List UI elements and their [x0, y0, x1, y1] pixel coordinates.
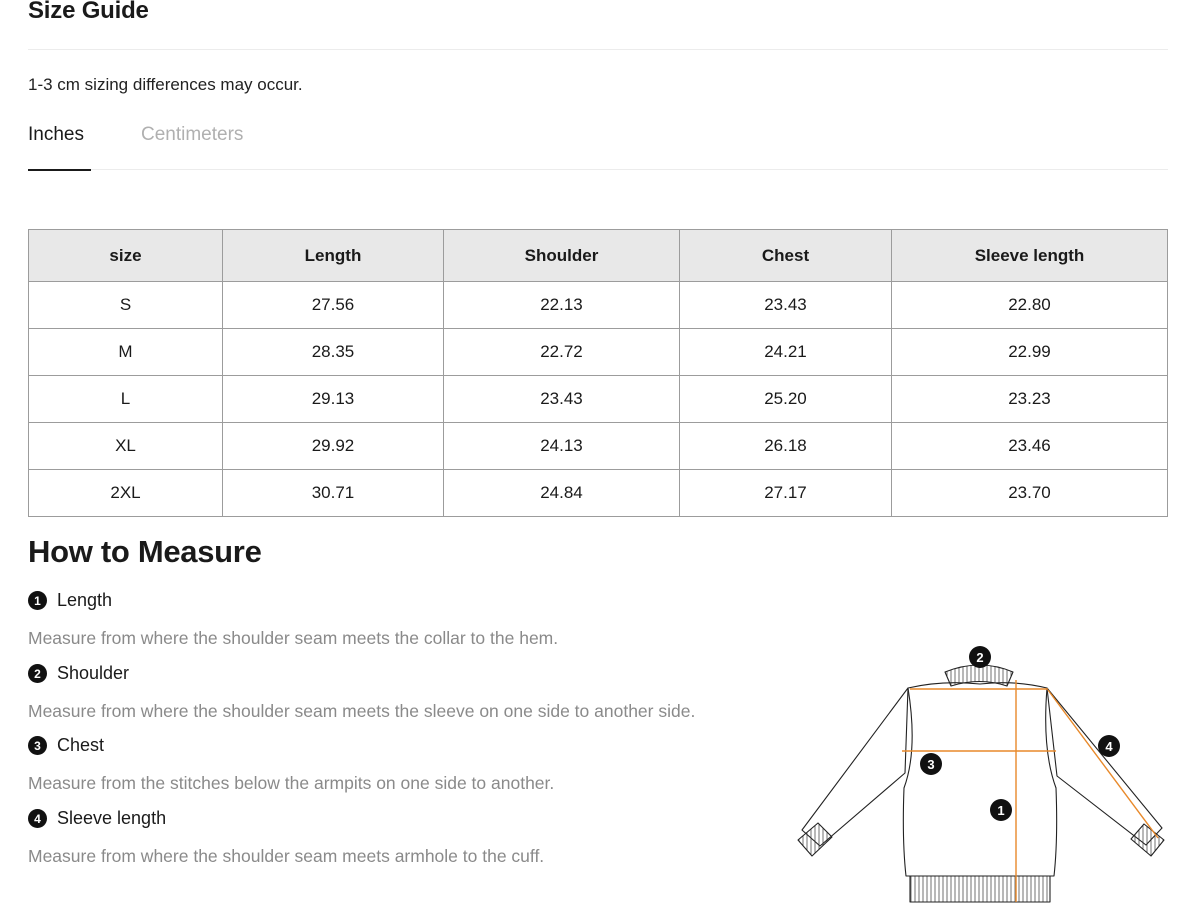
marker-3-icon [920, 753, 942, 775]
number-1-icon: 1 [28, 591, 47, 610]
measure-label: Shoulder [57, 663, 130, 683]
cell-shoulder: 23.43 [444, 376, 680, 423]
measure-label: Sleeve length [57, 808, 167, 828]
cell-size: M [29, 329, 223, 376]
divider [28, 49, 1168, 50]
cell-size: XL [29, 423, 223, 470]
cell-size: 2XL [29, 470, 223, 517]
unit-tabs [28, 124, 1168, 170]
svg-text:3: 3 [927, 757, 935, 772]
svg-text:2: 2 [976, 650, 984, 665]
page-title: Size Guide [28, 0, 149, 24]
col-header-sleeve-length: Sleeve length [892, 230, 1168, 282]
cell-length: 30.71 [223, 470, 444, 517]
cell-shoulder: 24.84 [444, 470, 680, 517]
measure-item-length [28, 590, 558, 649]
tab-inches[interactable]: Inches [28, 124, 91, 170]
measure-label: Chest [57, 735, 105, 755]
cell-shoulder: 22.13 [444, 282, 680, 329]
marker-1-icon [990, 799, 1012, 821]
table-row [29, 282, 1168, 329]
how-to-measure-title: How to Measure [28, 534, 262, 569]
measure-item-chest [28, 735, 554, 794]
cell-length: 28.35 [223, 329, 444, 376]
cell-shoulder: 22.72 [444, 329, 680, 376]
measure-description: Measure from where the shoulder seam meets armhole to the cuff. [28, 846, 545, 866]
table-row [29, 423, 1168, 470]
cell-chest: 25.20 [680, 376, 892, 423]
sizing-note: 1-3 cm sizing differences may occur. [28, 75, 303, 94]
size-table [28, 229, 1168, 517]
cell-sleeve-length: 23.70 [892, 470, 1168, 517]
cell-chest: 27.17 [680, 470, 892, 517]
number-2-icon: 2 [28, 664, 47, 683]
col-header-size: size [29, 230, 223, 282]
cell-length: 29.13 [223, 376, 444, 423]
table-header-row [29, 230, 1168, 282]
cell-sleeve-length: 23.23 [892, 376, 1168, 423]
measure-description: Measure from where the shoulder seam meets the collar to the hem. [28, 628, 559, 648]
marker-2-icon [969, 646, 991, 668]
col-header-chest: Chest [680, 230, 892, 282]
cell-sleeve-length: 22.99 [892, 329, 1168, 376]
marker-4-icon [1098, 735, 1120, 757]
cell-size: L [29, 376, 223, 423]
table-row [29, 470, 1168, 517]
measure-label: Length [57, 590, 113, 610]
table-row [29, 329, 1168, 376]
sweater-diagram [790, 640, 1175, 907]
tab-centimeters[interactable]: Centimeters [141, 124, 244, 145]
number-4-icon: 4 [28, 809, 47, 828]
table-row [29, 376, 1168, 423]
cell-length: 27.56 [223, 282, 444, 329]
col-header-length: Length [223, 230, 444, 282]
measure-description: Measure from the stitches below the armpits on one side to another. [28, 773, 555, 793]
svg-text:4: 4 [1105, 739, 1113, 754]
cell-size: S [29, 282, 223, 329]
cell-chest: 26.18 [680, 423, 892, 470]
cell-length: 29.92 [223, 423, 444, 470]
cell-chest: 23.43 [680, 282, 892, 329]
measure-item-sleeve-length [28, 808, 544, 867]
cell-shoulder: 24.13 [444, 423, 680, 470]
cell-chest: 24.21 [680, 329, 892, 376]
number-3-icon: 3 [28, 736, 47, 755]
svg-text:1: 1 [997, 803, 1005, 818]
measure-description: Measure from where the shoulder seam meets the sleeve on one side to another side. [28, 701, 696, 721]
col-header-shoulder: Shoulder [444, 230, 680, 282]
measure-item-shoulder [28, 663, 695, 722]
cell-sleeve-length: 23.46 [892, 423, 1168, 470]
cell-sleeve-length: 22.80 [892, 282, 1168, 329]
